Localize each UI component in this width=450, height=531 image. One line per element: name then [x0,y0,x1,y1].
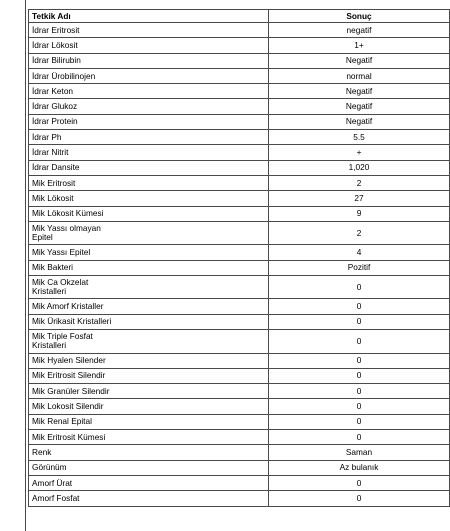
table-row [29,275,450,299]
test-name: Mik Amorf Kristaller [29,299,269,314]
test-name: Amorf Fosfat [29,491,269,506]
test-result: 0 [269,368,450,383]
table-row [29,175,450,190]
table-row [29,353,450,368]
test-name: İdrar Bilirubin [29,53,269,68]
table-row [29,445,450,460]
test-result: 0 [269,430,450,445]
test-result: 4 [269,245,450,260]
test-result: 0 [269,330,450,354]
table-row [29,460,450,475]
test-name: İdrar Ürobilinojen [29,68,269,83]
result-header: Sonuç [269,10,450,23]
table-row [29,191,450,206]
table-row [29,145,450,160]
table-row [29,475,450,490]
test-name: Görünüm [29,460,269,475]
test-name: Renk [29,445,269,460]
test-name: Mik Triple Fosfat Kristalleri [29,330,269,354]
test-result: 1,020 [269,160,450,175]
table-row [29,84,450,99]
test-result: 0 [269,353,450,368]
test-result: Negatif [269,84,450,99]
test-name: İdrar Dansite [29,160,269,175]
test-result: negatif [269,23,450,38]
test-name: Mik Eritrosit Silendir [29,368,269,383]
table-row [29,299,450,314]
test-name-header: Tetkik Adı [29,10,269,23]
test-result: 0 [269,414,450,429]
table-row [29,23,450,38]
table-row [29,430,450,445]
test-name: İdrar Lökosit [29,38,269,53]
test-result: Negatif [269,99,450,114]
test-result: Saman [269,445,450,460]
table-row [29,414,450,429]
table-row [29,114,450,129]
test-result: 0 [269,299,450,314]
test-result: 0 [269,384,450,399]
test-name: Mik Lökosit Kümesi [29,206,269,221]
test-name: İdrar Eritrosit [29,23,269,38]
test-name: Mik Lokosit Silendir [29,399,269,414]
table-row [29,330,450,354]
test-result: 2 [269,175,450,190]
table-row [29,160,450,175]
test-result: 5.5 [269,130,450,145]
test-result: 0 [269,399,450,414]
table-row [29,130,450,145]
test-name: Mik Granüler Silendir [29,384,269,399]
table-row [29,99,450,114]
test-result: 9 [269,206,450,221]
test-result: normal [269,68,450,83]
table-row [29,38,450,53]
test-result: 0 [269,491,450,506]
test-name: Mik Ürikasit Kristalleri [29,314,269,329]
test-name: İdrar Keton [29,84,269,99]
test-result: 0 [269,314,450,329]
table-row [29,491,450,506]
test-name: Mik Ca Okzelat Kristalleri [29,275,269,299]
urinalysis-results-table [28,9,450,507]
table-row [29,384,450,399]
test-name: Amorf Ürat [29,475,269,490]
test-name: İdrar Ph [29,130,269,145]
page-left-border [25,0,26,531]
test-result: + [269,145,450,160]
test-result: Az bulanık [269,460,450,475]
test-result: 1+ [269,38,450,53]
test-name: Mik Renal Epital [29,414,269,429]
test-result: Negatif [269,53,450,68]
table-row [29,399,450,414]
test-name: Mik Eritrosit Kümesi [29,430,269,445]
table-row [29,260,450,275]
table-row [29,245,450,260]
test-name: Mik Yassı Epitel [29,245,269,260]
test-result: Negatif [269,114,450,129]
test-name: İdrar Nitrit [29,145,269,160]
table-row [29,368,450,383]
test-name: Mik Lökosit [29,191,269,206]
table-header-row [29,10,450,23]
test-result: Pozitif [269,260,450,275]
test-name: İdrar Glukoz [29,99,269,114]
table-row [29,68,450,83]
test-name: Mik Eritrosit [29,175,269,190]
test-result: 0 [269,275,450,299]
test-result: 0 [269,475,450,490]
test-name: Mik Bakteri [29,260,269,275]
table-row [29,314,450,329]
test-name: Mik Hyalen Silender [29,353,269,368]
table-row [29,53,450,68]
table-row [29,221,450,245]
test-name: İdrar Protein [29,114,269,129]
table-row [29,206,450,221]
test-result: 2 [269,221,450,245]
test-name: Mik Yassı olmayan Epitel [29,221,269,245]
test-result: 27 [269,191,450,206]
